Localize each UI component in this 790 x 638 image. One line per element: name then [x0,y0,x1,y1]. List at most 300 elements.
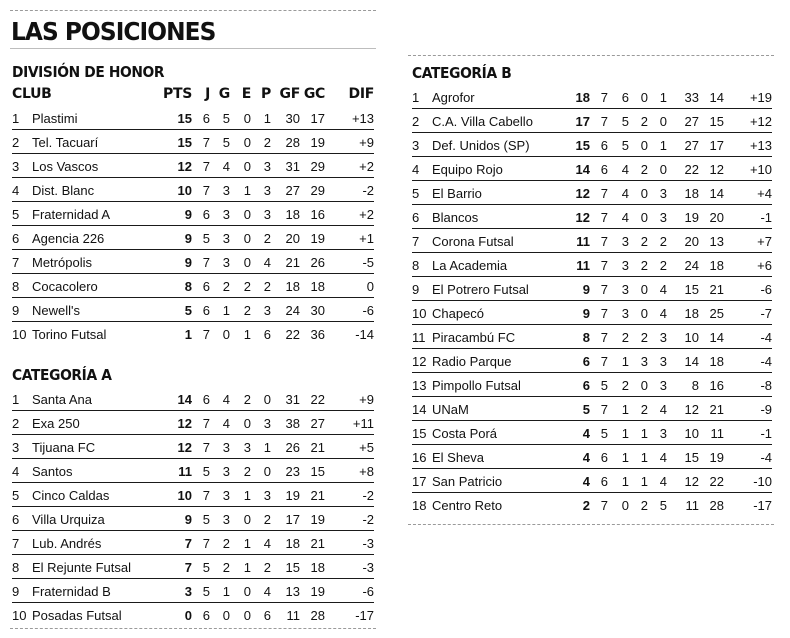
table-row [12,602,374,626]
drawn: 1 [629,444,648,468]
goal-difference: -1 [724,420,772,444]
table-row [12,129,374,153]
played: 7 [192,177,210,201]
played: 7 [192,482,210,506]
drawn: 3 [230,434,251,458]
played: 7 [590,276,608,300]
played: 7 [192,434,210,458]
goals-for: 18 [667,300,699,324]
drawn: 2 [629,252,648,276]
page-title: LAS POSICIONES [11,17,216,46]
goals-against: 16 [300,201,325,225]
rank: 16 [412,444,432,468]
club-name: Blancos [432,204,556,228]
club-name: El Barrio [432,180,556,204]
won: 0 [621,498,629,513]
goals-for: 27 [667,108,699,132]
played: 6 [192,273,210,297]
club-name: Costa Porá [432,420,556,444]
section-categoria-b [412,62,772,516]
points: 12 [144,153,192,177]
club-name: La Academia [432,252,556,276]
club-name: Tijuana FC [32,434,144,458]
goals-for: 13 [271,578,300,602]
drawn: 0 [629,204,648,228]
club-name: El Rejunte Futsal [32,554,144,578]
title-divider [10,48,376,49]
won: 6 [608,84,629,108]
club-name: Equipo Rojo [432,156,556,180]
goals-for: 10 [667,420,699,444]
rank: 5 [412,180,432,204]
goals-against: 30 [300,297,325,321]
goals-against: 18 [300,554,325,578]
goals-against: 21 [699,276,724,300]
points: 4 [556,444,590,468]
table-row [12,105,374,129]
goals-against: 20 [699,204,724,228]
played: 5 [192,458,210,482]
goals-against: 12 [699,156,724,180]
goals-against: 17 [300,105,325,129]
rank: 1 [12,386,32,410]
points: 12 [144,434,192,458]
drawn: 0 [629,180,648,204]
goals-against: 29 [300,177,325,201]
club-name: Posadas Futsal [32,608,122,623]
won: 3 [608,276,629,300]
section-categoria-a [12,364,374,626]
played: 7 [590,252,608,276]
drawn: 2 [230,386,251,410]
goal-difference: +9 [325,129,374,153]
table-row [12,434,374,458]
lost: 0 [648,108,667,132]
goals-against: 18 [699,252,724,276]
goals-against: 22 [300,386,325,410]
played: 7 [590,300,608,324]
table-row [412,348,772,372]
rank: 3 [12,153,32,177]
table-row [412,396,772,420]
played: 7 [192,249,210,273]
goals-against: 17 [699,132,724,156]
goals-for: 23 [271,458,300,482]
drawn: 2 [629,396,648,420]
points: 14 [556,156,590,180]
won: 5 [210,129,230,153]
rank: 14 [412,396,432,420]
goals-for: 30 [271,105,300,129]
goal-difference: -3 [325,530,374,554]
goals-for: 22 [667,156,699,180]
won: 3 [210,482,230,506]
drawn: 0 [230,410,251,434]
goals-for: 20 [667,228,699,252]
goal-difference: +8 [325,458,374,482]
points: 14 [144,386,192,410]
club-name: Villa Urquiza [32,506,144,530]
lost: 3 [251,410,271,434]
rank: 2 [12,129,32,153]
drawn: 1 [243,327,251,342]
lost: 1 [251,434,271,458]
won: 4 [608,156,629,180]
club-name: Def. Unidos (SP) [432,132,556,156]
lost: 1 [251,105,271,129]
points: 6 [556,348,590,372]
goals-for: 15 [667,276,699,300]
table-row [412,276,772,300]
played: 6 [192,386,210,410]
col-header-dif: DIF [348,86,374,102]
won: 2 [210,554,230,578]
goals-against: 27 [300,410,325,434]
goal-difference: -4 [724,324,772,348]
goals-for: 24 [271,297,300,321]
won: 1 [608,420,629,444]
drawn: 2 [629,108,648,132]
goals-against: 29 [300,153,325,177]
drawn: 3 [629,348,648,372]
rank: 7 [12,249,32,273]
club-name: Newell's [32,297,144,321]
played: 6 [202,608,210,623]
points: 4 [556,420,590,444]
club-name: Dist. Blanc [32,177,144,201]
won: 3 [210,225,230,249]
table-row [412,204,772,228]
goals-for: 28 [271,129,300,153]
goal-difference: -6 [325,578,374,602]
table-row [12,386,374,410]
table-header-row [12,83,374,105]
table-row [12,458,374,482]
club-name: Corona Futsal [432,228,556,252]
won: 3 [608,252,629,276]
played: 7 [590,396,608,420]
won: 4 [608,180,629,204]
goals-against: 14 [699,180,724,204]
points: 7 [144,530,192,554]
goal-difference: -17 [753,498,772,513]
points: 12 [144,410,192,434]
goals-for: 17 [271,506,300,530]
won: 2 [210,530,230,554]
table-row [12,177,374,201]
drawn: 0 [243,608,251,623]
drawn: 0 [629,372,648,396]
goals-against: 25 [699,300,724,324]
goal-difference: -4 [724,348,772,372]
goals-against: 15 [300,458,325,482]
points: 11 [556,228,590,252]
table-row [412,468,772,492]
goal-difference: +4 [724,180,772,204]
col-header-gf: GF [279,86,300,102]
drawn: 0 [230,153,251,177]
points: 17 [556,108,590,132]
table-row [412,492,772,516]
rank: 7 [412,228,432,252]
lost: 0 [251,386,271,410]
drawn: 0 [230,105,251,129]
lost: 5 [659,498,667,513]
club-name: Tel. Tacuarí [32,129,144,153]
played: 7 [590,180,608,204]
goals-for: 12 [667,396,699,420]
won: 1 [608,468,629,492]
points: 9 [144,225,192,249]
lost: 4 [251,578,271,602]
goals-for: 12 [667,468,699,492]
goals-against: 11 [699,420,724,444]
rank: 8 [12,273,32,297]
points: 9 [144,506,192,530]
rank: 4 [412,156,432,180]
lost: 3 [251,153,271,177]
table-row [12,482,374,506]
points: 9 [144,249,192,273]
goal-difference: -10 [724,468,772,492]
goals-for: 31 [271,386,300,410]
goal-difference: -2 [325,482,374,506]
goals-for: 26 [271,434,300,458]
lost: 2 [251,225,271,249]
goal-difference: -8 [724,372,772,396]
goals-for: 18 [667,180,699,204]
club-name: Los Vascos [32,153,144,177]
lost: 1 [648,132,667,156]
table-body-cat-b [412,84,772,516]
table-row [12,410,374,434]
won: 5 [608,108,629,132]
won: 1 [210,578,230,602]
club-name: Agencia 226 [32,225,144,249]
club-name: Pimpollo Futsal [432,372,556,396]
goals-against: 21 [300,482,325,506]
goal-difference: +11 [325,410,374,434]
played: 5 [192,578,210,602]
lost: 4 [648,300,667,324]
lost: 2 [251,129,271,153]
points: 1 [184,327,192,342]
points: 9 [556,276,590,300]
goals-for: 8 [667,372,699,396]
club-name: Plastimi [32,105,144,129]
goals-for: 22 [285,327,300,342]
goals-for: 19 [271,482,300,506]
points: 0 [184,608,192,623]
rank: 2 [412,108,432,132]
table-row [412,324,772,348]
won: 4 [210,386,230,410]
rank: 6 [12,506,32,530]
won: 0 [222,608,230,623]
won: 3 [210,201,230,225]
goals-against: 16 [699,372,724,396]
goals-against: 19 [300,506,325,530]
lost: 2 [251,273,271,297]
drawn: 2 [230,458,251,482]
goal-difference: -6 [325,297,374,321]
played: 5 [590,372,608,396]
goal-difference: +2 [325,201,374,225]
lost: 4 [251,530,271,554]
col-header-j: J [205,86,210,102]
club-name: Santa Ana [32,386,144,410]
points: 3 [144,578,192,602]
club-name: Metrópolis [32,249,144,273]
rank: 3 [412,132,432,156]
bottom-dashed-rule [10,628,376,629]
top-dashed-rule [10,10,376,11]
table-row [412,300,772,324]
lost: 4 [648,444,667,468]
club-name: El Sheva [432,444,556,468]
drawn: 0 [629,132,648,156]
played: 6 [590,444,608,468]
played: 7 [590,84,608,108]
points: 8 [556,324,590,348]
won: 1 [608,444,629,468]
section-title-honor: DIVISIÓN DE HONOR [12,63,165,81]
goals-against: 28 [709,498,724,513]
rank: 9 [12,578,32,602]
rank: 15 [412,420,432,444]
rank: 6 [412,204,432,228]
goal-difference: -6 [724,276,772,300]
table-row [12,273,374,297]
played: 7 [590,324,608,348]
club-name: Chapecó [432,300,556,324]
table-row [412,420,772,444]
won: 1 [608,396,629,420]
played: 7 [590,348,608,372]
drawn: 0 [230,249,251,273]
lost: 3 [251,482,271,506]
goal-difference: +13 [724,132,772,156]
standings-table-cat-b [412,84,772,516]
lost: 0 [251,458,271,482]
goals-for: 18 [271,201,300,225]
drawn: 2 [629,156,648,180]
drawn: 1 [230,530,251,554]
drawn: 1 [230,554,251,578]
rank: 17 [412,468,432,492]
points: 10 [144,177,192,201]
col-header-club: CLUB [12,86,52,102]
club-name: Exa 250 [32,410,144,434]
table-row [12,153,374,177]
lost: 6 [263,608,271,623]
goals-against: 18 [300,273,325,297]
rank: 8 [412,252,432,276]
rank: 10 [412,300,432,324]
drawn: 0 [629,84,648,108]
lost: 3 [648,204,667,228]
club-name: Lub. Andrés [32,530,144,554]
table-row [12,321,374,345]
lost: 3 [251,201,271,225]
rank: 2 [12,410,32,434]
points: 4 [556,468,590,492]
won: 5 [210,105,230,129]
played: 5 [192,506,210,530]
club-name: C.A. Villa Cabello [432,108,556,132]
won: 3 [210,177,230,201]
goal-difference: +19 [724,84,772,108]
drawn: 2 [230,273,251,297]
rank: 4 [12,458,32,482]
drawn: 0 [230,129,251,153]
played: 7 [202,327,210,342]
col-header-g: G [218,86,230,102]
col-header-e: E [241,86,251,102]
goal-difference: +7 [724,228,772,252]
goals-for: 38 [271,410,300,434]
goals-against: 19 [300,578,325,602]
drawn: 2 [230,297,251,321]
drawn: 1 [230,177,251,201]
points: 12 [556,180,590,204]
lost: 0 [648,156,667,180]
played: 7 [590,228,608,252]
col-header-gc: GC [303,86,325,102]
goal-difference: -4 [724,444,772,468]
club-name: Centro Reto [432,498,503,513]
lost: 3 [648,372,667,396]
won: 3 [210,434,230,458]
rank: 1 [12,105,32,129]
drawn: 0 [629,276,648,300]
goals-against: 36 [310,327,325,342]
goal-difference: +10 [724,156,772,180]
points: 18 [556,84,590,108]
goals-against: 21 [300,434,325,458]
table-row [12,578,374,602]
lost: 4 [251,249,271,273]
table-row [12,297,374,321]
won: 1 [210,297,230,321]
won: 3 [210,249,230,273]
table-row [412,156,772,180]
goals-for: 11 [286,608,300,623]
played: 7 [192,129,210,153]
won: 3 [608,228,629,252]
played: 6 [192,105,210,129]
won: 3 [210,458,230,482]
goals-for: 18 [271,530,300,554]
table-row [412,372,772,396]
goals-for: 33 [667,84,699,108]
played: 6 [192,297,210,321]
points: 9 [144,201,192,225]
goal-difference: -3 [325,554,374,578]
drawn: 0 [230,578,251,602]
col-header-pts: PTS [163,86,192,102]
club-name: Agrofor [432,84,556,108]
table-row [12,506,374,530]
points: 5 [144,297,192,321]
points: 12 [556,204,590,228]
goals-for: 31 [271,153,300,177]
club-name: Cinco Caldas [32,482,144,506]
rank: 5 [12,201,32,225]
points: 8 [144,273,192,297]
won: 4 [608,204,629,228]
won: 4 [210,410,230,434]
